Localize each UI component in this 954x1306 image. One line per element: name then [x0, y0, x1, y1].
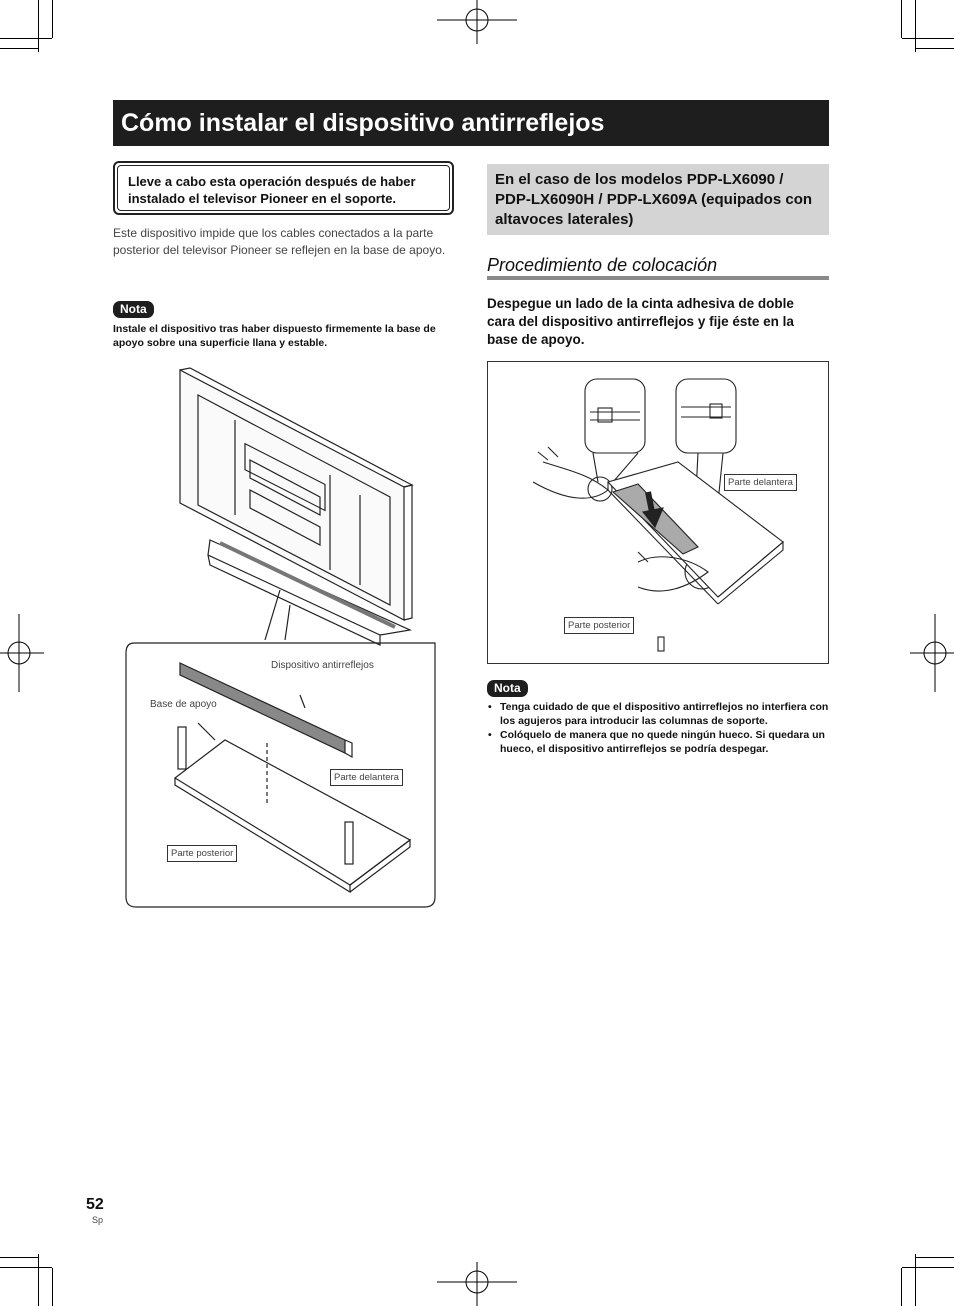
label-base: Base de apoyo [150, 699, 217, 710]
page-language: Sp [92, 1215, 104, 1225]
intro-text: Este dispositivo impide que los cables conectados a la parte posterior del televisor Pioneer se reflejen en la base de apoyo. [113, 226, 446, 257]
label-rear-2: Parte posterior [564, 617, 634, 634]
warning-text: Lleve a cabo esta operación después de haber instalado el televisor Pioneer en el soporte. [117, 165, 450, 211]
note-list [487, 700, 832, 756]
label-front-2: Parte delantera [724, 474, 797, 491]
note-badge-2: Nota [487, 679, 528, 697]
page-title: Cómo instalar el dispositivo antirreflejos [113, 100, 829, 146]
label-front: Parte delantera [330, 769, 403, 786]
note-text: Instale el dispositivo tras haber dispuesto firmemente la base de apoyo sobre una superficie llana y estable. [113, 323, 436, 349]
label-rear: Parte posterior [167, 845, 237, 862]
tv-stand-illustration [120, 365, 440, 910]
procedure-title: Procedimiento de colocación [487, 255, 718, 275]
step-text: Despegue un lado de la cinta adhesiva de doble cara del dispositivo antirreflejos y fije éste en la base de apoyo. [487, 296, 794, 347]
note-item: • Tenga cuidado de que el dispositivo antirreflejos no interfiera con los agujeros para introducir las columnas de soporte. [487, 700, 832, 728]
page-number: 52 [86, 1196, 104, 1213]
attach-illustration [488, 362, 828, 663]
note-item: • Colóquelo de manera que no quede ningún hueco. Si quedara un hueco, el dispositivo antirreflejos se podría despegar. [487, 728, 832, 756]
note-badge: Nota [113, 300, 154, 318]
procedure-rule [487, 276, 829, 280]
label-device: Dispositivo antirreflejos [271, 660, 374, 671]
warning-box [113, 161, 454, 215]
model-heading: En el caso de los modelos PDP-LX6090 / PDP-LX6090H / PDP-LX609A (equipados con altavoces laterales) [487, 164, 829, 235]
